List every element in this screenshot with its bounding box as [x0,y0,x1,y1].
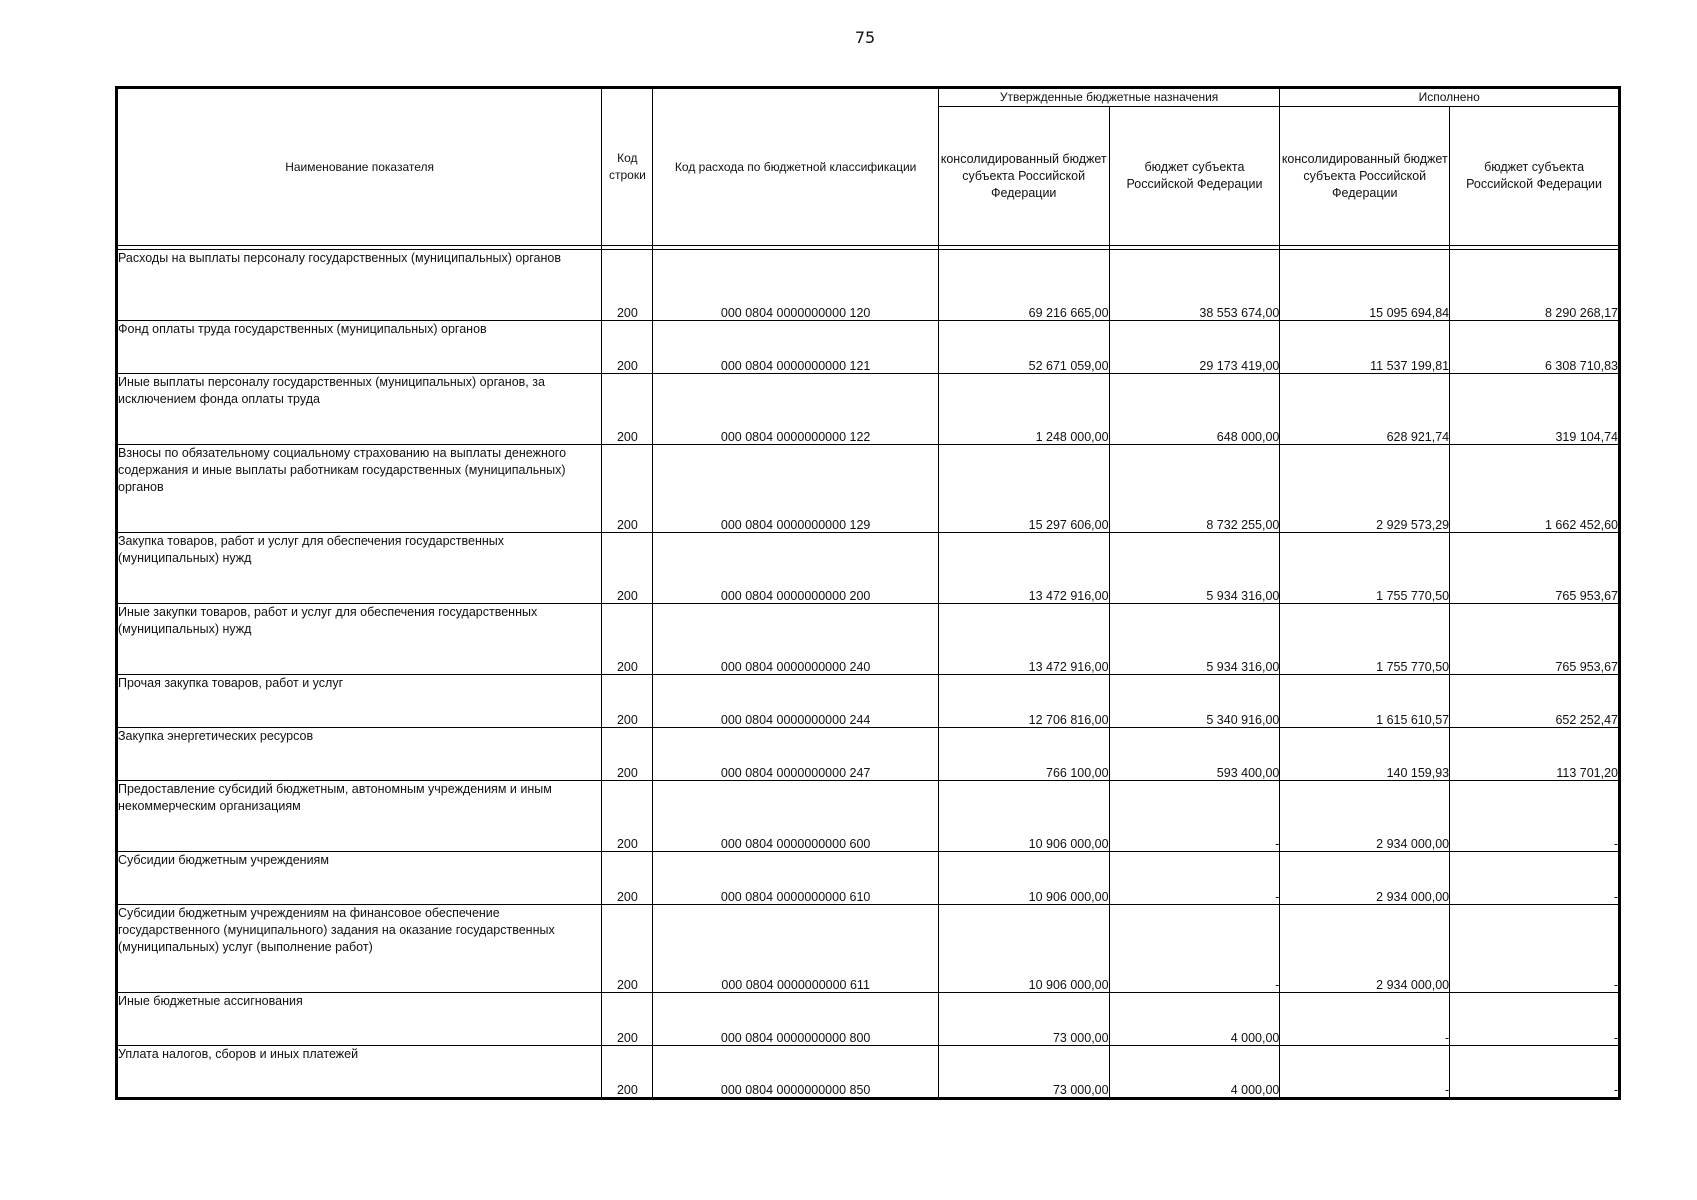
row-line-code: 200 [602,728,653,781]
row-executed-subject: 113 701,20 [1450,728,1620,781]
row-approved-consolidated: 73 000,00 [938,993,1109,1046]
row-name: Фонд оплаты труда государственных (муниципальных) органов [117,321,602,374]
table-row [117,533,1620,604]
table-row [117,321,1620,374]
row-name: Прочая закупка товаров, работ и услуг [117,675,602,728]
row-executed-consolidated: - [1280,1046,1450,1099]
row-executed-subject: 765 953,67 [1450,604,1620,675]
table-row [117,374,1620,445]
row-name: Иные бюджетные ассигнования [117,993,602,1046]
row-approved-consolidated: 15 297 606,00 [938,445,1109,533]
header-budget-code: Код расхода по бюджетной классификации [653,88,938,246]
row-approved-subject: 38 553 674,00 [1109,250,1280,321]
row-budget-code: 000 0804 0000000000 247 [653,728,938,781]
row-approved-consolidated: 10 906 000,00 [938,852,1109,905]
row-approved-consolidated: 13 472 916,00 [938,604,1109,675]
header-approved-consolidated: консолидированный бюджет субъекта Российской Федерации [938,107,1109,246]
row-approved-consolidated: 52 671 059,00 [938,321,1109,374]
row-executed-consolidated: 1 615 610,57 [1280,675,1450,728]
row-approved-subject: 593 400,00 [1109,728,1280,781]
table-header [117,88,1620,246]
row-executed-consolidated: 2 934 000,00 [1280,852,1450,905]
row-approved-subject: 4 000,00 [1109,993,1280,1046]
table-row [117,1046,1620,1099]
row-executed-consolidated: 2 929 573,29 [1280,445,1450,533]
row-executed-consolidated: 11 537 199,81 [1280,321,1450,374]
row-budget-code: 000 0804 0000000000 200 [653,533,938,604]
row-name: Закупка товаров, работ и услуг для обеспечения государственных (муниципальных) нужд [117,533,602,604]
row-executed-subject: - [1450,781,1620,852]
header-executed-consolidated: консолидированный бюджет субъекта Российской Федерации [1280,107,1450,246]
header-approved-subject: бюджет субъекта Российской Федерации [1109,107,1280,246]
row-approved-consolidated: 13 472 916,00 [938,533,1109,604]
row-line-code: 200 [602,993,653,1046]
header-name: Наименование показателя [117,88,602,246]
row-approved-subject: - [1109,852,1280,905]
row-approved-subject: 5 340 916,00 [1109,675,1280,728]
row-line-code: 200 [602,905,653,993]
row-executed-subject: - [1450,905,1620,993]
row-budget-code: 000 0804 0000000000 122 [653,374,938,445]
row-budget-code: 000 0804 0000000000 240 [653,604,938,675]
row-name: Расходы на выплаты персоналу государственных (муниципальных) органов [117,250,602,321]
row-executed-consolidated: 2 934 000,00 [1280,781,1450,852]
row-executed-subject: 6 308 710,83 [1450,321,1620,374]
row-approved-consolidated: 10 906 000,00 [938,905,1109,993]
row-approved-subject: 648 000,00 [1109,374,1280,445]
table-row [117,728,1620,781]
row-line-code: 200 [602,250,653,321]
row-name: Уплата налогов, сборов и иных платежей [117,1046,602,1099]
row-budget-code: 000 0804 0000000000 800 [653,993,938,1046]
table-row [117,993,1620,1046]
row-name: Иные выплаты персоналу государственных (муниципальных) органов, за исключением фонда оплаты труда [117,374,602,445]
row-executed-subject: 8 290 268,17 [1450,250,1620,321]
table-row [117,604,1620,675]
row-budget-code: 000 0804 0000000000 850 [653,1046,938,1099]
row-approved-consolidated: 12 706 816,00 [938,675,1109,728]
table-row [117,905,1620,993]
table-body [117,246,1620,1099]
row-executed-consolidated: 1 755 770,50 [1280,533,1450,604]
header-group-approved: Утвержденные бюджетные назначения [938,88,1280,107]
row-executed-subject: - [1450,1046,1620,1099]
row-approved-subject: 5 934 316,00 [1109,604,1280,675]
row-executed-subject: - [1450,852,1620,905]
row-budget-code: 000 0804 0000000000 611 [653,905,938,993]
budget-expenditure-table [115,86,1621,1100]
row-executed-subject: - [1450,993,1620,1046]
row-name: Иные закупки товаров, работ и услуг для обеспечения государственных (муниципальных) нужд [117,604,602,675]
row-executed-consolidated: 628 921,74 [1280,374,1450,445]
row-approved-subject: 29 173 419,00 [1109,321,1280,374]
row-executed-subject: 765 953,67 [1450,533,1620,604]
row-name: Закупка энергетических ресурсов [117,728,602,781]
row-approved-consolidated: 766 100,00 [938,728,1109,781]
row-budget-code: 000 0804 0000000000 129 [653,445,938,533]
row-approved-subject: 5 934 316,00 [1109,533,1280,604]
row-approved-subject: - [1109,781,1280,852]
row-approved-subject: 4 000,00 [1109,1046,1280,1099]
row-budget-code: 000 0804 0000000000 120 [653,250,938,321]
header-line-code: Код строки [602,88,653,246]
row-name: Предоставление субсидий бюджетным, автономным учреждениям и иным некоммерческим организациям [117,781,602,852]
row-approved-subject: - [1109,905,1280,993]
row-line-code: 200 [602,445,653,533]
row-budget-code: 000 0804 0000000000 610 [653,852,938,905]
table-row [117,781,1620,852]
row-executed-subject: 1 662 452,60 [1450,445,1620,533]
row-line-code: 200 [602,675,653,728]
row-executed-consolidated: - [1280,993,1450,1046]
row-line-code: 200 [602,852,653,905]
row-executed-consolidated: 2 934 000,00 [1280,905,1450,993]
table-row [117,250,1620,321]
row-line-code: 200 [602,781,653,852]
row-name: Субсидии бюджетным учреждениям [117,852,602,905]
row-line-code: 200 [602,374,653,445]
row-name: Взносы по обязательному социальному страхованию на выплаты денежного содержания и иные выплаты работникам государственных (муниципальных) органов [117,445,602,533]
row-executed-consolidated: 1 755 770,50 [1280,604,1450,675]
row-executed-subject: 319 104,74 [1450,374,1620,445]
table-row [117,852,1620,905]
page-number: 75 [854,28,876,47]
row-approved-consolidated: 73 000,00 [938,1046,1109,1099]
table-row [117,445,1620,533]
row-line-code: 200 [602,1046,653,1099]
row-approved-subject: 8 732 255,00 [1109,445,1280,533]
row-budget-code: 000 0804 0000000000 244 [653,675,938,728]
row-budget-code: 000 0804 0000000000 600 [653,781,938,852]
header-executed-subject: бюджет субъекта Российской Федерации [1450,107,1620,246]
row-executed-consolidated: 15 095 694,84 [1280,250,1450,321]
row-approved-consolidated: 1 248 000,00 [938,374,1109,445]
row-budget-code: 000 0804 0000000000 121 [653,321,938,374]
row-approved-consolidated: 10 906 000,00 [938,781,1109,852]
row-approved-consolidated: 69 216 665,00 [938,250,1109,321]
row-executed-consolidated: 140 159,93 [1280,728,1450,781]
row-line-code: 200 [602,321,653,374]
header-group-executed: Исполнено [1280,88,1620,107]
row-executed-subject: 652 252,47 [1450,675,1620,728]
row-line-code: 200 [602,604,653,675]
table-row [117,675,1620,728]
row-line-code: 200 [602,533,653,604]
row-name: Субсидии бюджетным учреждениям на финансовое обеспечение государственного (муниципального) задания на оказание государственных (муниципальных) услуг (выполнение работ) [117,905,602,993]
